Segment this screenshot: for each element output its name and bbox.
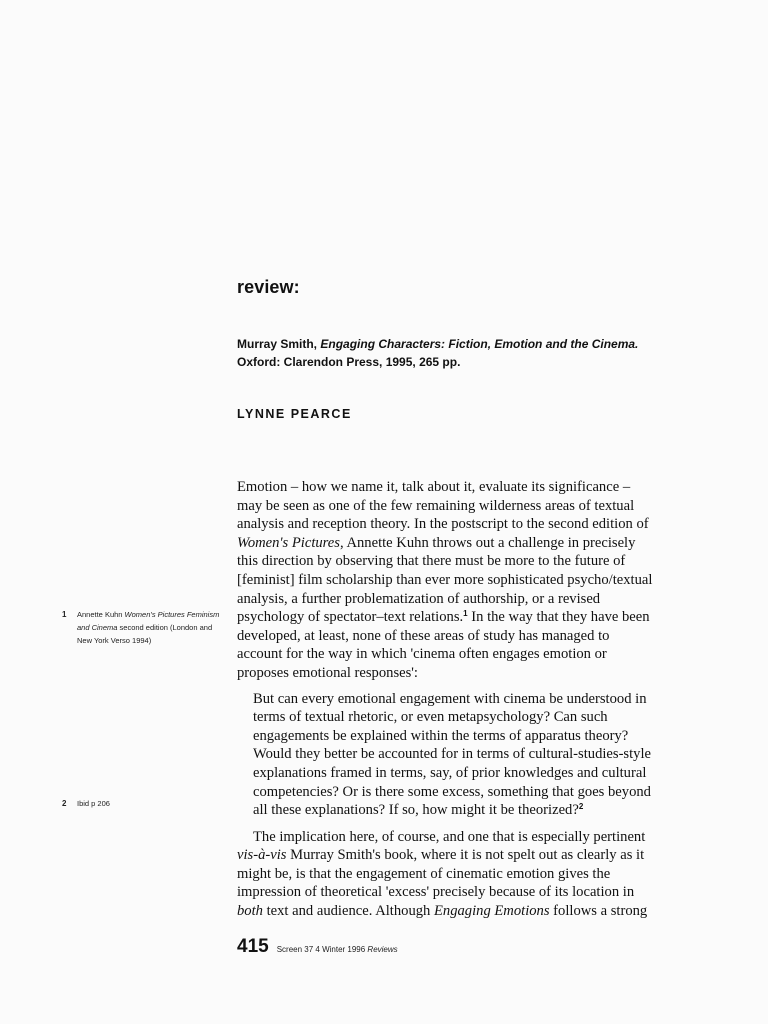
text-line [237,902,693,921]
page-footer [237,936,398,958]
text-line: [feminist] film scholarship than ever more sophisticated psycho/textual [237,571,653,588]
note-number: 2 [62,799,67,808]
reviewer-name: LYNNE PEARCE [237,407,352,421]
citation-title: Engaging Characters: Fiction, Emotion and the Cinema. [320,337,639,351]
text-fragment: In the way that they have been [467,609,650,626]
running-head [277,945,398,954]
text-line [237,846,693,865]
quote-line: engagements be explained within the terms of apparatus theory? [253,727,629,744]
book-citation [237,335,697,371]
text-fragment: , Annette Kuhn throws out a challenge in precisely [339,534,636,551]
text-line: proposes emotional responses': [237,664,418,681]
text-line: developed, at least, none of these areas of study has managed to [237,627,610,644]
text-line: might be, is that the engagement of cinematic emotion gives the [237,865,611,882]
quote-line [253,801,693,820]
note-text [77,608,222,647]
block-quote [253,690,693,820]
footnote-marker-1: 1 [463,609,468,619]
text-line: impression of theoretical 'excess' precisely because of its location in [237,884,635,901]
note-fragment: second edition (London and New York Verso 1994) [77,623,213,645]
italic-phrase: both [237,903,263,920]
book-title-reference: Women's Pictures [237,534,340,551]
quote-line: Would they better be accounted for in terms of cultural-studies-style [253,746,651,763]
text-line: Emotion – how we name it, talk about it, evaluate its significance – [237,479,631,495]
note-book-title: Women's Pictures Feminism and Cinema [77,610,220,632]
section-heading: review: [237,277,300,297]
text-line: this direction by observing that there must be more to the future of [237,553,626,570]
text-fragment: psychology of spectator–text relations. [237,609,464,626]
text-fragment: text and audience. Although [262,903,434,920]
quote-line: But can every emotional engagement with cinema be understood in [253,690,647,707]
text-line: account for the way in which 'cinema often engages emotion or [237,646,607,663]
quote-line: competencies? Or is there some excess, something that goes beyond [253,783,651,800]
footnote-marker-2: 2 [578,802,584,812]
book-title-reference: Engaging Emotions [433,903,550,920]
text-line [237,608,693,627]
note-text: Ibid p 206 [77,799,110,808]
text-line [237,534,693,553]
quote-line: explanations framed in terms, say, of prior knowledges and cultural [253,764,647,781]
note-fragment: Annette Kuhn [77,610,125,619]
paragraph-2 [237,828,693,921]
journal-info: Screen 37 4 Winter 1996 [276,945,368,954]
text-line: analysis, a further problematization of authorship, or a revised [237,590,601,607]
note-number: 1 [62,610,67,619]
quote-line: terms of textual rhetoric, or even metapsychology? Can such [253,709,608,726]
review-body [237,478,693,921]
italic-phrase: vis-à-vis [237,847,287,864]
paragraph-1 [237,478,693,683]
text-line: analysis and reception theory. In the postscript to the second edition of [237,516,649,533]
text-fragment: Murray Smith's book, where it is not spelt out as clearly as it [286,847,645,864]
text-line: may be seen as one of the few remaining wilderness areas of textual [237,497,635,514]
text-fragment: all these explanations? If so, how might it be theorized? [253,802,579,819]
text-line: The implication here, of course, and one that is especially pertinent [253,828,646,845]
citation-publication: Oxford: Clarendon Press, 1995, 265 pp. [237,355,461,369]
section-name: Reviews [367,945,398,954]
text-fragment: follows a strong [549,903,648,920]
citation-author: Murray Smith, [237,337,321,351]
page-number: 415 [237,936,269,957]
